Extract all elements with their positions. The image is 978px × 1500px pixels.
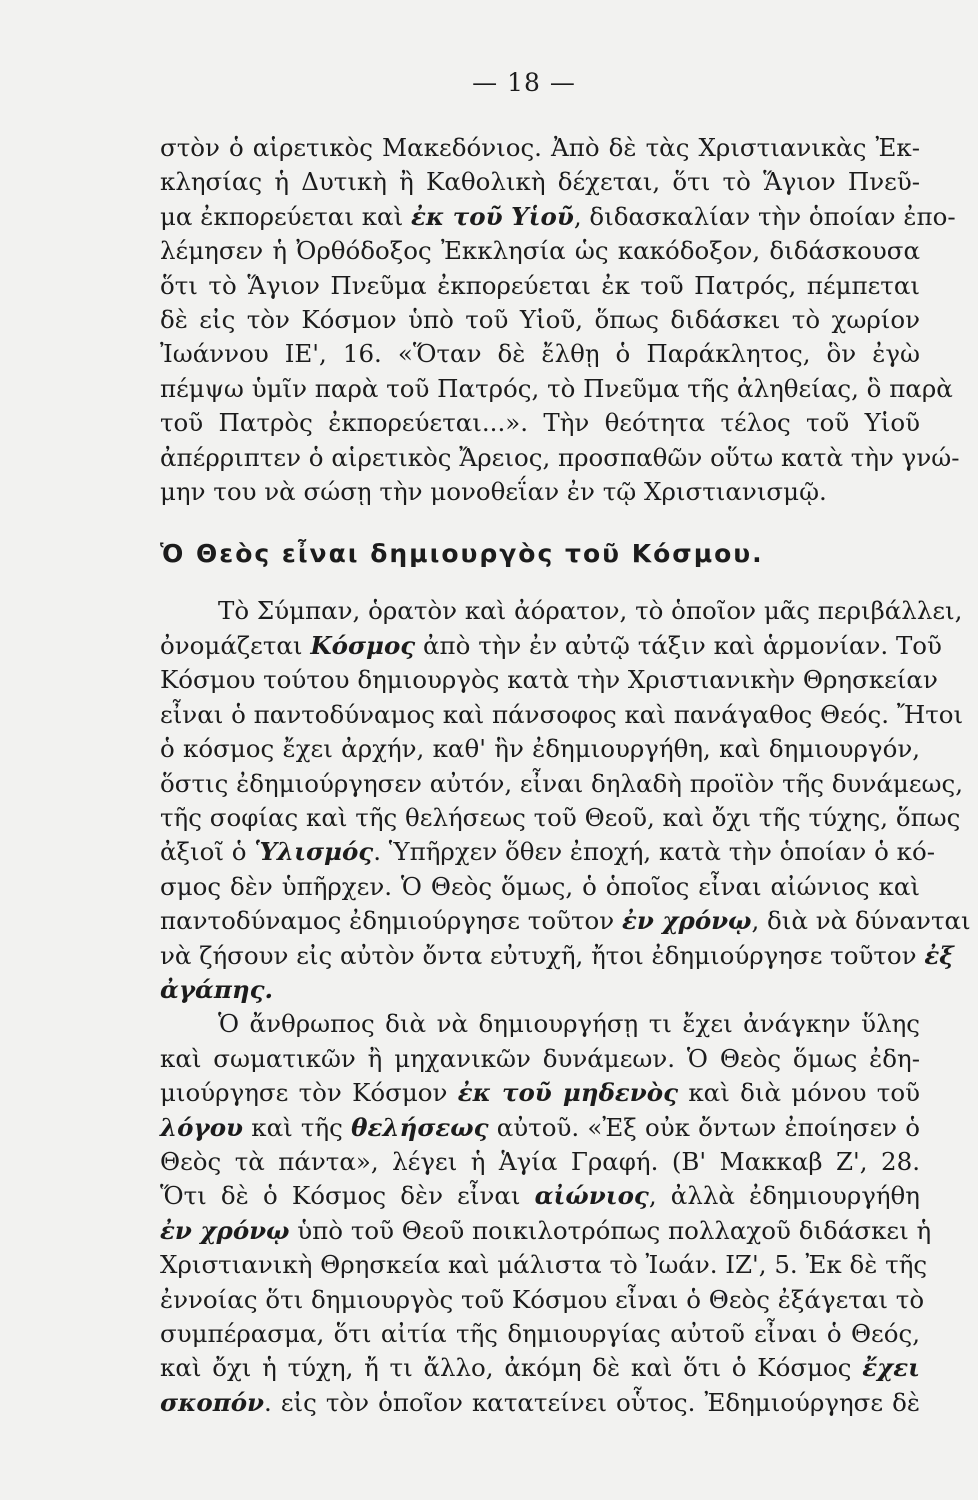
text-line: Θεὸς τὰ πάντα», λέγει ἡ Ἁγία Γραφή. (Β' Μακκαβ Ζ', 28. xyxy=(160,1146,920,1176)
text-line: Χριστιανικὴ Θρησκεία καὶ μάλιστα τὸ Ἰωάν. ΙΖ', 5. Ἐκ δὲ τῆς xyxy=(160,1250,928,1280)
emphasis: ἐκ τοῦ μηδενὸς xyxy=(457,1078,679,1108)
text-line: σμος δὲν ὑπῆρχεν. Ὁ Θεὸς ὅμως, ὁ ὁποῖος εἶναι αἰώνιος καὶ xyxy=(160,871,920,901)
text-line xyxy=(160,973,920,1007)
text-span: , ἀλλὰ ἐδημιουργήθη xyxy=(648,1181,920,1211)
text-span: μιούργησε τὸν Κόσμον xyxy=(160,1078,458,1108)
text-line: κλησίας ἡ Δυτικὴ ἢ Καθολικὴ δέχεται, ὅτι τὸ Ἅγιον Πνεῦ- xyxy=(160,167,920,197)
emphasis: αἰώνιος xyxy=(534,1181,649,1211)
emphasis: Ὑλισμός xyxy=(254,837,374,867)
text-line xyxy=(160,200,956,234)
text-span: ὑπὸ τοῦ Θεοῦ ποικιλοτρόπως πολλαχοῦ διδάσκει ἡ xyxy=(289,1215,932,1245)
text-line: ὅτι τὸ Ἅγιον Πνεῦμα ἐκπορεύεται ἐκ τοῦ Πατρός, πέμπεται xyxy=(160,270,920,300)
text-line: λέμησεν ἡ Ὀρθόδοξος Ἐκκλησία ὡς κακόδοξον, διδάσκουσα xyxy=(160,236,920,266)
text-line: στὸν ὁ αἱρετικὸς Μακεδόνιος. Ἀπὸ δὲ τὰς Χριστιανικὰς Ἐκ- xyxy=(160,133,920,162)
text-span: παντοδύναμος ἐδημιούργησε τοῦτον xyxy=(160,906,622,936)
text-span: αὐτοῦ. «Ἐξ οὐκ ὄντων ἐποίησεν ὁ xyxy=(488,1112,921,1142)
text-span: καὶ διὰ μόνου τοῦ xyxy=(678,1078,920,1108)
text-span: . Ὑπῆρχεν ὅθεν ἐποχή, κατὰ τὴν ὁποίαν ὁ κό- xyxy=(373,837,935,867)
emphasis: ἐν χρόνῳ xyxy=(160,1215,290,1245)
text-line: ὁ κόσμος ἔχει ἀρχήν, καθ' ἣν ἐδημιουργήθη, καὶ δημιουργόν, xyxy=(160,734,920,764)
text-line: Κόσμου τούτου δημιουργὸς κατὰ τὴν Χριστιανικὴν Θρησκείαν xyxy=(160,665,938,695)
text-line xyxy=(160,629,942,663)
text-line xyxy=(160,1179,920,1213)
text-line xyxy=(160,1386,920,1420)
paragraph-1 xyxy=(160,131,960,509)
emphasis: θελήσεως xyxy=(351,1112,489,1142)
emphasis: ἀγάπης. xyxy=(160,974,274,1004)
text-line: συμπέρασμα, ὅτι αἰτία τῆς δημιουργίας αὐτοῦ εἶναι ὁ Θεός, xyxy=(160,1319,920,1348)
page-number: — 18 — xyxy=(472,68,576,97)
text-line xyxy=(160,904,971,938)
text-span: , διὰ νὰ δύνανται xyxy=(751,906,971,936)
text-line: Ἰωάννου ΙΕ', 16. «Ὅταν δὲ ἔλθῃ ὁ Παράκλητος, ὃν ἐγὼ xyxy=(160,339,920,369)
emphasis: Κόσμος xyxy=(310,630,416,660)
text-span: νὰ ζήσουν εἰς αὐτὸν ὄντα εὐτυχῆ, ἤτοι ἐδημιούργησε τοῦτον xyxy=(160,940,925,970)
text-line xyxy=(160,1351,920,1385)
text-line: ἀπέρριπτεν ὁ αἱρετικὸς Ἄρειος, προσπαθῶν οὕτω κατὰ τὴν γνώ- xyxy=(160,442,960,472)
text-line: τῆς σοφίας καὶ τῆς θελήσεως τοῦ Θεοῦ, καὶ ὄχι τῆς τύχης, ὅπως xyxy=(160,802,961,832)
text-line xyxy=(160,1111,920,1145)
text-span: ἀπὸ τὴν ἐν αὐτῷ τάξιν καὶ ἁρμονίαν. Τοῦ xyxy=(415,630,942,660)
section-heading: Ὁ Θεὸς εἶναι δημιουργὸς τοῦ Κόσμου. xyxy=(160,539,764,569)
paragraph-3 xyxy=(160,1007,932,1420)
text-line xyxy=(160,835,935,869)
text-line xyxy=(160,1076,920,1110)
text-span: μα ἐκπορεύεται καὶ xyxy=(160,201,411,231)
text-span: καὶ ὄχι ἡ τύχη, ἤ τι ἄλλο, ἀκόμη δὲ καὶ ὅτι ὁ Κόσμος xyxy=(160,1353,863,1383)
text-span: Ὅτι δὲ ὁ Κόσμος δὲν εἶναι xyxy=(160,1181,535,1211)
text-line: ὅστις ἐδημιούργησεν αὐτόν, εἶναι δηλαδὴ προϊὸν τῆς δυνάμεως, xyxy=(160,768,963,798)
emphasis: σκοπόν xyxy=(160,1387,265,1417)
text-line: δὲ εἰς τὸν Κόσμον ὑπὸ τοῦ Υἱοῦ, ὅπως διδάσκει τὸ χωρίον xyxy=(160,305,920,335)
text-line: Ὁ ἄνθρωπος διὰ νὰ δημιουργήσῃ τι ἔχει ἀνάγκην ὕλης xyxy=(218,1009,920,1039)
emphasis: ἔχει xyxy=(862,1353,920,1383)
emphasis: λόγου xyxy=(160,1112,244,1142)
text-line xyxy=(160,1214,932,1248)
text-span: . εἰς τὸν ὁποῖον κατατείνει οὗτος. Ἐδημιούργησε δὲ xyxy=(264,1387,920,1417)
emphasis: ἐκ τοῦ Υἱοῦ xyxy=(411,201,574,231)
text-line: πέμψω ὑμῖν παρὰ τοῦ Πατρός, τὸ Πνεῦμα τῆς ἀληθείας, ὃ παρὰ xyxy=(160,373,953,403)
text-line: ἐννοίας ὅτι δημιουργὸς τοῦ Κόσμου εἶναι ὁ Θεὸς ἐξάγεται τὸ xyxy=(160,1284,925,1314)
emphasis: ἐξ xyxy=(924,940,954,970)
paragraph-2 xyxy=(160,594,971,1007)
text-line: Τὸ Σύμπαν, ὁρατὸν καὶ ἀόρατον, τὸ ὁποῖον μᾶς περιβάλλει, xyxy=(218,596,963,626)
text-line: τοῦ Πατρὸς ἐκπορεύεται...». Τὴν θεότητα τέλος τοῦ Υἱοῦ xyxy=(160,408,920,438)
text-line xyxy=(160,939,954,973)
text-line: καὶ σωματικῶν ἢ μηχανικῶν δυνάμεων. Ὁ Θεὸς ὅμως ἐδη- xyxy=(160,1043,920,1073)
emphasis: ἐν χρόνῳ xyxy=(621,906,752,936)
text-span: ὀνομάζεται xyxy=(160,630,311,660)
text-span: ἀξιοῖ ὁ xyxy=(160,837,255,867)
text-span: καὶ τῆς xyxy=(243,1112,352,1142)
text-line: εἶναι ὁ παντοδύναμος καὶ πάνσοφος καὶ πανάγαθος Θεός. Ἤτοι xyxy=(160,699,964,729)
text-line: μην του νὰ σώσῃ τὴν μονοθεΐαν ἐν τῷ Χριστιανισμῷ. xyxy=(160,477,827,507)
text-span: , διδασκαλίαν τὴν ὁποίαν ἐπο- xyxy=(573,201,956,231)
